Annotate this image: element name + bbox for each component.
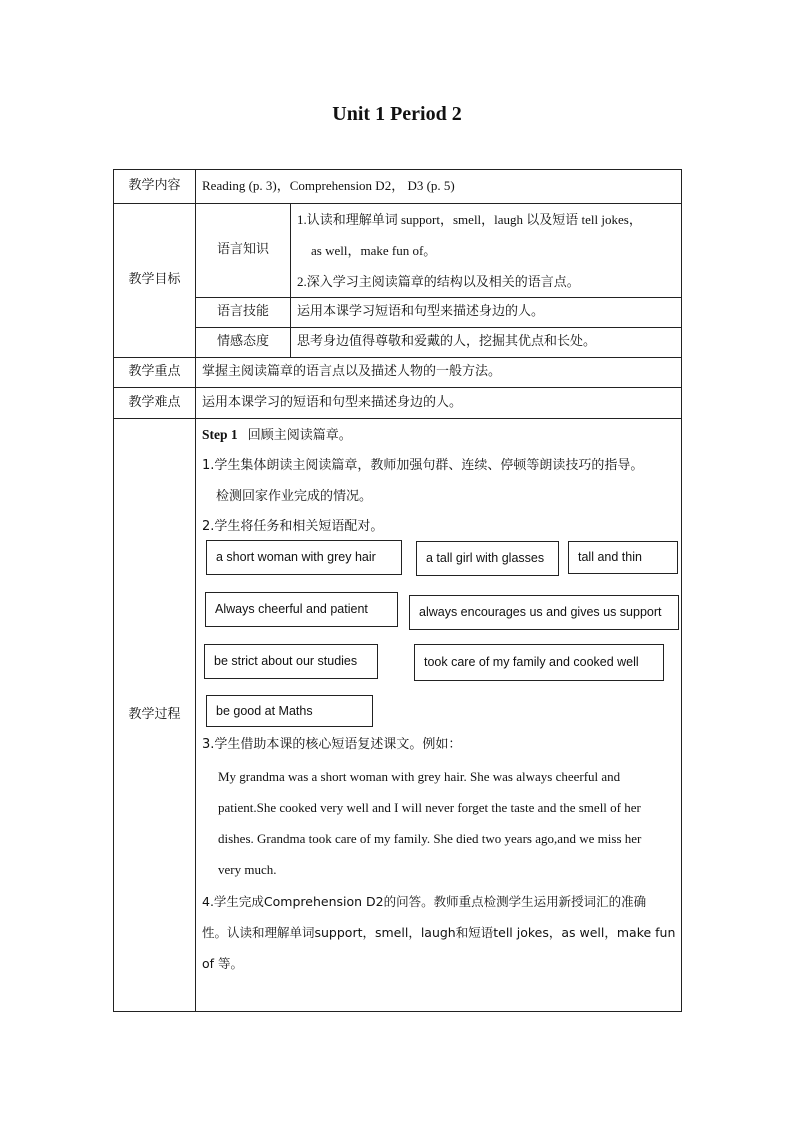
goal-attitude-label: 情感态度	[196, 328, 291, 358]
item3-line: 3.学生借助本课的核心短语复述课文。例如：	[202, 737, 462, 752]
process-label: 教学过程	[114, 419, 196, 1012]
goals-label: 教学目标	[114, 204, 196, 358]
step1-heading	[202, 425, 352, 446]
phrase-box: a tall girl with glasses	[416, 541, 559, 576]
content-value: Reading (p. 3)，Comprehension D2， D3 (p. 5)	[196, 170, 682, 204]
difficulties-value: 运用本课学习的短语和句型来描述身边的人。	[196, 388, 682, 419]
item1-line2: 检测回家作业完成的情况。	[216, 489, 373, 504]
item4-line-3: of 等。	[202, 956, 244, 971]
phrase-box: a short woman with grey hair	[206, 540, 402, 575]
item4-line-2: 性。认读和理解单词support，smell，laugh和短语tell jokes，as well，make fun	[202, 925, 676, 940]
content-label: 教学内容	[114, 170, 196, 204]
goal-knowledge-line-3: 2.深入学习主阅读篇章的结构以及相关的语言点。	[297, 274, 580, 289]
goal-skills-label: 语言技能	[196, 298, 291, 328]
phrase-box: be strict about our studies	[204, 644, 378, 679]
item1-line1: 1.学生集体朗读主阅读篇章，教师加强句群、连续、停顿等朗读技巧的指导。	[202, 458, 644, 473]
key-points-value: 掌握主阅读篇章的语言点以及描述人物的一般方法。	[196, 358, 682, 388]
difficulties-label: 教学难点	[114, 388, 196, 419]
row-difficulties	[114, 388, 682, 419]
phrase-box: always encourages us and gives us support	[409, 595, 679, 630]
goal-skills-value: 运用本课学习短语和句型来描述身边的人。	[291, 298, 682, 328]
row-content	[114, 170, 682, 204]
row-key-points	[114, 358, 682, 388]
row-goals-attitude	[114, 328, 682, 358]
lesson-plan-table	[113, 169, 682, 1012]
example-line-4: very much.	[218, 862, 277, 877]
page-title: Unit 1 Period 2	[332, 103, 462, 125]
phrase-box: tall and thin	[568, 541, 678, 574]
key-points-label: 教学重点	[114, 358, 196, 388]
phrase-box: be good at Maths	[206, 695, 373, 727]
item4-line-1: 4.学生完成Comprehension D2的问答。教师重点检测学生运用新授词汇的准确	[202, 894, 647, 909]
goal-knowledge-line-2: as well，make fun of。	[311, 243, 437, 258]
item2-line: 2.学生将任务和相关短语配对。	[202, 519, 384, 534]
goal-knowledge-line-1: 1.认读和理解单词 support，smell，laugh 以及短语 tell jokes，	[297, 212, 642, 227]
goal-knowledge-value	[291, 204, 682, 298]
example-line-3: dishes. Grandma took care of my family. She died two years ago,and we miss her	[218, 831, 642, 846]
goal-knowledge-label: 语言知识	[196, 204, 291, 298]
example-line-2: patient.She cooked very well and I will never forget the taste and the smell of her	[218, 800, 641, 815]
goal-attitude-value: 思考身边值得尊敬和爱戴的人，挖掘其优点和长处。	[291, 328, 682, 358]
step1-bold: Step 1	[202, 427, 238, 442]
process-content	[196, 419, 682, 1012]
example-line-1: My grandma was a short woman with grey hair. She was always cheerful and	[218, 769, 621, 784]
row-goals-skills	[114, 298, 682, 328]
row-goals-knowledge	[114, 204, 682, 298]
phrase-box: took care of my family and cooked well	[414, 644, 664, 681]
step1-text: 回顾主阅读篇章。	[247, 428, 352, 443]
row-process	[114, 419, 682, 1012]
phrase-box: Always cheerful and patient	[205, 592, 398, 627]
